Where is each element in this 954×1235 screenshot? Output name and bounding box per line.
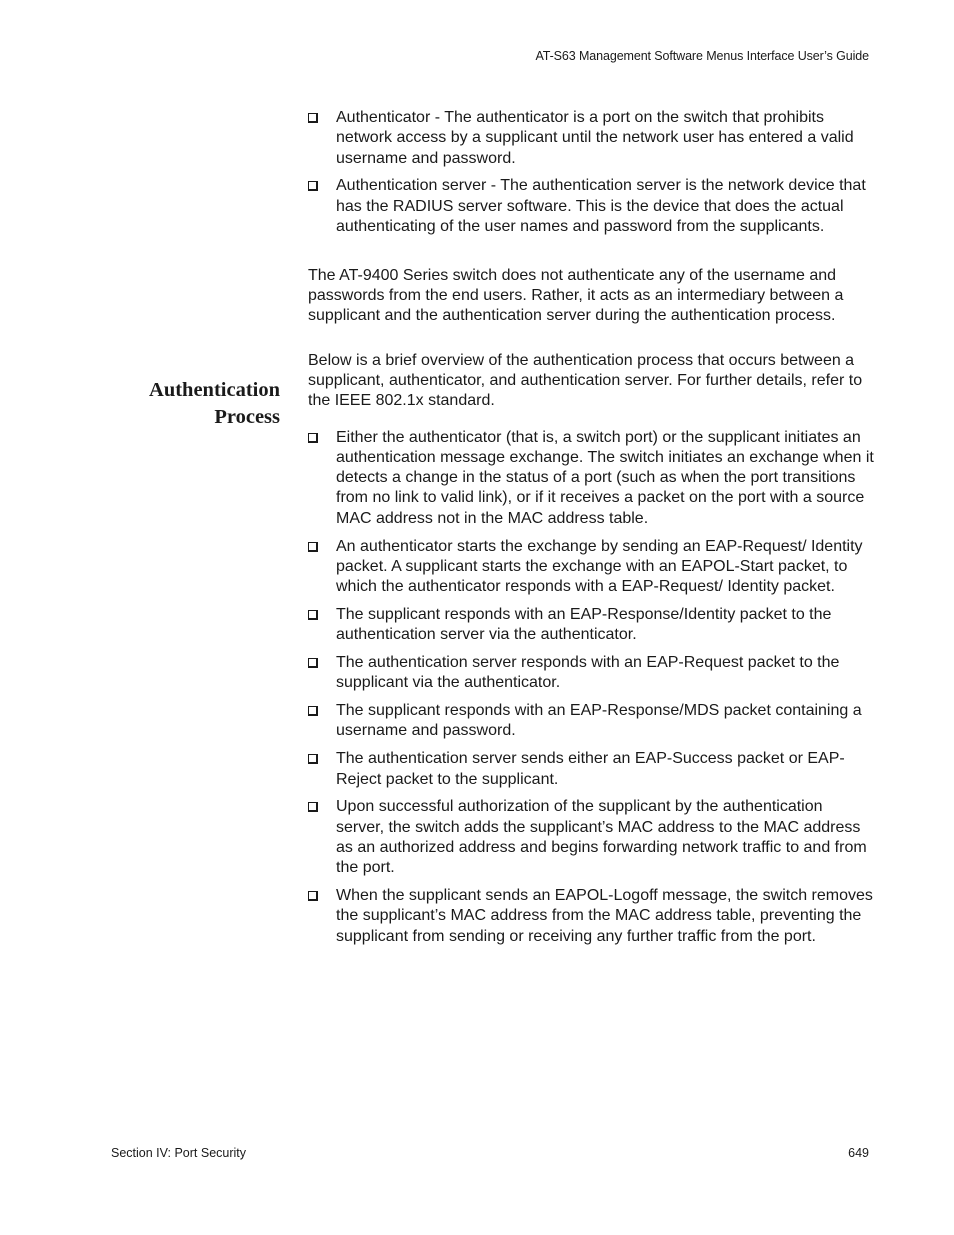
- process-bullet-list: [308, 428, 874, 947]
- checkbox-bullet-icon: [308, 542, 318, 552]
- list-item-text: The supplicant responds with an EAP-Response/MDS packet containing a username and password.: [336, 702, 862, 740]
- list-item: [308, 797, 874, 878]
- checkbox-bullet-icon: [308, 891, 318, 901]
- list-item-text: Authenticator - The authenticator is a port on the switch that prohibits network access by a supplicant until the network user has entered a valid username and password.: [336, 109, 854, 167]
- list-item: [308, 653, 874, 694]
- running-header: AT-S63 Management Software Menus Interface User’s Guide: [535, 49, 869, 63]
- footer-section-label: Section IV: Port Security: [111, 1146, 247, 1160]
- intro-paragraph: The AT-9400 Series switch does not authenticate any of the username and passwords from the end users. Rather, it acts as an intermediary between a supplicant and the authentication server during the authentication process.: [308, 266, 844, 325]
- checkbox-bullet-icon: [308, 433, 318, 443]
- list-item: [308, 428, 874, 529]
- checkbox-bullet-icon: [308, 706, 318, 716]
- checkbox-bullet-icon: [308, 610, 318, 620]
- list-item-text: An authenticator starts the exchange by sending an EAP-Request/ Identity packet. A supplicant starts the exchange with an EAPOL-Start packet, to which the authenticator responds with a EAP-Request/ Identity packet.: [336, 537, 863, 596]
- list-item: [308, 537, 874, 598]
- checkbox-bullet-icon: [308, 113, 318, 123]
- section-heading-line2: Process: [214, 406, 280, 428]
- checkbox-bullet-icon: [308, 754, 318, 764]
- section-heading: [149, 377, 280, 431]
- list-item: [308, 605, 874, 646]
- checkbox-bullet-icon: [308, 181, 318, 191]
- list-item-text: Authentication server - The authentication server is the network device that has the RADIUS server software. This is the device that does the actual authenticating of the user names and password from the supplicants.: [336, 177, 866, 235]
- list-item-text: When the supplicant sends an EAPOL-Logoff message, the switch removes the supplicant’s MAC address from the MAC address table, preventing the supplicant from sending or receiving any further traffic from the port.: [336, 887, 873, 945]
- list-item: [308, 701, 874, 742]
- section-paragraph: Below is a brief overview of the authentication process that occurs between a supplicant, authenticator, and authentication server. For further details, refer to the IEEE 802.1x standard.: [308, 351, 863, 410]
- list-item: [308, 108, 874, 169]
- list-item-text: The supplicant responds with an EAP-Response/Identity packet to the authentication server via the authenticator.: [336, 605, 832, 644]
- list-item-text: The authentication server sends either an EAP-Success packet or EAP-Reject packet to the supplicant.: [336, 750, 845, 788]
- list-item: [308, 749, 874, 790]
- list-item-text: Either the authenticator (that is, a switch port) or the supplicant initiates an authentication message exchange. The switch initiates an exchange when it detects a change in the status of a port (such as when the port transitions from no link to valid link), or if it receives a packet on the port with a source MAC address not in the MAC address table.: [336, 428, 874, 527]
- list-item: [308, 886, 874, 947]
- checkbox-bullet-icon: [308, 802, 318, 812]
- list-item-text: The authentication server responds with an EAP-Request packet to the supplicant via the authenticator.: [336, 654, 840, 692]
- footer-page-number: 649: [848, 1146, 869, 1160]
- list-item-text: Upon successful authorization of the supplicant by the authentication server, the switch adds the supplicant’s MAC address to the MAC address as an authorized address and begins forwarding network traffic to and from the port.: [336, 798, 867, 877]
- section-heading-line1: Authentication: [149, 379, 280, 401]
- main-content: [308, 108, 874, 954]
- list-item: [308, 176, 874, 237]
- checkbox-bullet-icon: [308, 658, 318, 668]
- intro-bullet-list: [308, 108, 874, 237]
